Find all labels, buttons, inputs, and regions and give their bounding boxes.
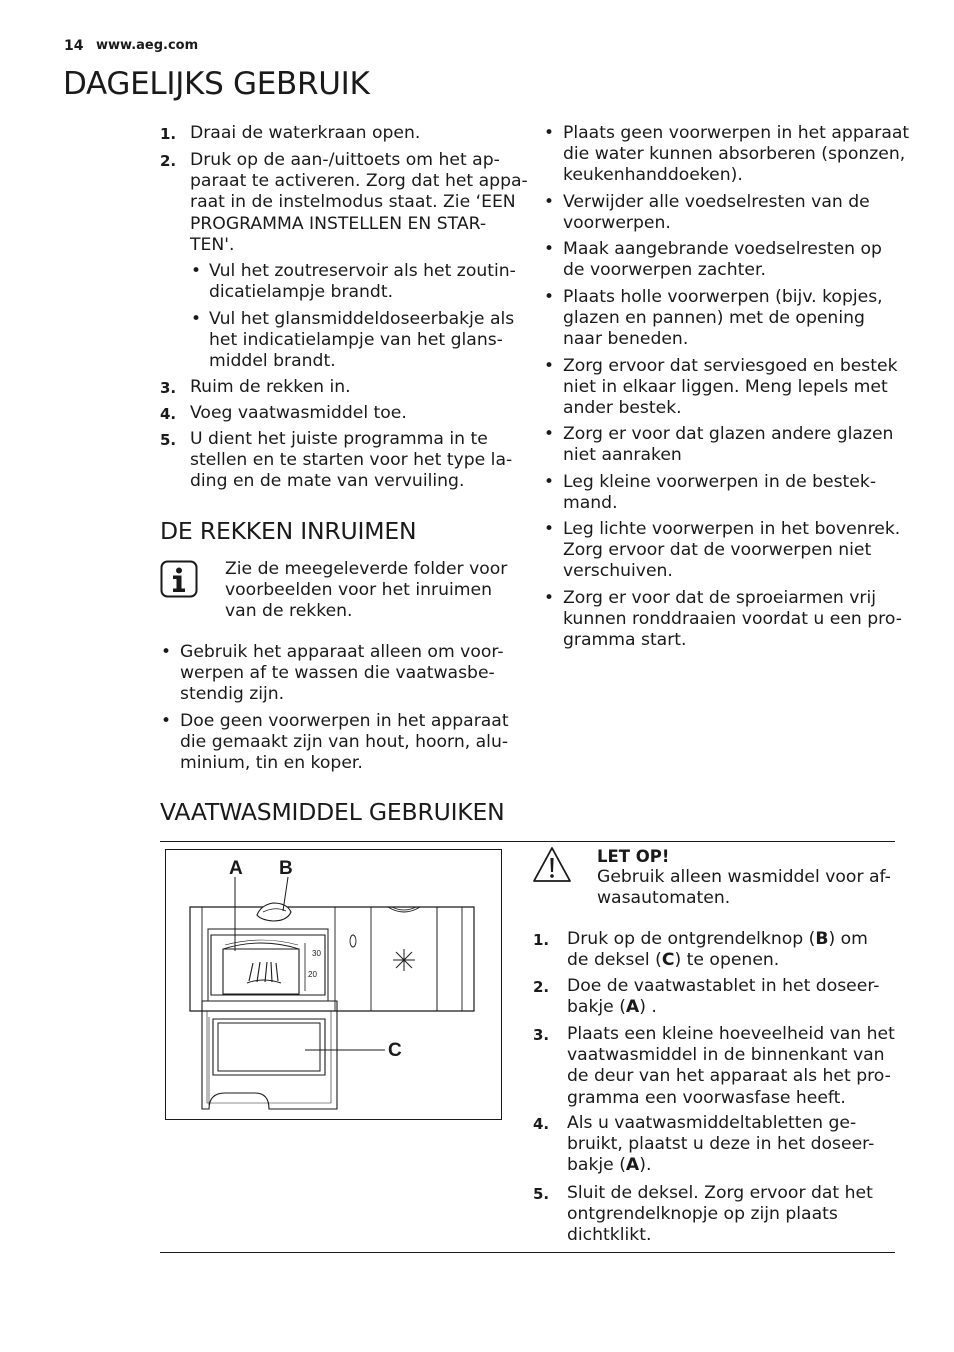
step-text-line: Voeg vaatwasmiddel toe. (190, 403, 407, 423)
bullet-dot: • (191, 261, 202, 281)
bullet-text-line: Zorg ervoor dat de voorwerpen niet (563, 540, 872, 561)
bullet-text-line: verschuiven. (563, 561, 673, 582)
text-segment: Doe de vaatwastablet in het doseer- (567, 976, 880, 996)
bullet-text-line: voorwerpen. (563, 213, 671, 234)
text-segment: Plaats een kleine hoeveelheid van het (567, 1024, 895, 1044)
text-segment: Sluit de deksel. Zorg ervoor dat het (567, 1183, 873, 1203)
text-segment: ) om (828, 929, 868, 949)
bullet-text-line: gramma start. (563, 630, 687, 651)
bullet-text-line: Zorg ervoor dat serviesgoed en bestek (563, 356, 898, 376)
step-text-line: paraat te activeren. Zorg dat het appa- (190, 171, 528, 192)
step-text-line (567, 1183, 873, 1204)
text-segment: bakje ( (567, 997, 626, 1018)
step-number: 3. (160, 379, 177, 397)
bullet-text-line: glazen en pannen) met de opening (563, 308, 865, 329)
section-bottom-rule (160, 1252, 895, 1253)
step-text-line: stellen en te starten voor het type la- (190, 450, 513, 471)
bullet-text-line: Plaats holle voorwerpen (bijv. kopjes, (563, 287, 883, 307)
bold-letter: A (625, 997, 640, 1018)
step-number: 4. (533, 1115, 550, 1133)
info-icon (160, 560, 198, 598)
bold-letter: B (815, 929, 829, 949)
info-text-line: Zie de meegeleverde folder voor (225, 559, 508, 579)
step-text-line (567, 1113, 856, 1134)
bullet-dot: • (544, 123, 555, 143)
step-text-line (567, 1024, 895, 1045)
text-segment: vaatwasmiddel in de binnenkant van (567, 1045, 885, 1066)
label-c: C (388, 1040, 402, 1061)
info-text-line: van de rekken. (225, 601, 353, 622)
bullet-text-line: Zorg er voor dat de sproeiarmen vrij (563, 588, 877, 608)
step-number: 1. (160, 125, 177, 143)
bullet-text-line: Gebruik het apparaat alleen om voor- (180, 642, 504, 662)
step-text-line: Ruim de rekken in. (190, 377, 351, 397)
step-text-line: TEN'. (190, 234, 235, 255)
label-a: A (229, 858, 243, 879)
bullet-text-line: Leg kleine voorwerpen in de bestek- (563, 472, 877, 492)
step-text-line: Druk op de aan-/uittoets om het ap- (190, 150, 500, 170)
warning-text-line: Gebruik alleen wasmiddel voor af- (597, 867, 891, 887)
bullet-dot: • (191, 309, 202, 329)
bullet-dot: • (544, 356, 555, 376)
bullet-text-line: naar beneden. (563, 329, 689, 350)
bullet-dot: • (544, 424, 555, 444)
text-segment: bruikt, plaatst u deze in het doseer- (567, 1134, 875, 1155)
text-segment: gramma een voorwasfase heeft. (567, 1087, 846, 1108)
step-text-line (567, 1204, 838, 1225)
scale-30-label: 30 (312, 949, 321, 958)
text-segment: ontgrendelknopje op zijn plaats (567, 1204, 838, 1225)
step-text-line (567, 1225, 651, 1246)
step-text-line: Draai de waterkraan open. (190, 123, 421, 143)
step-number: 3. (533, 1026, 550, 1044)
step-text-line: raat in de instelmodus staat. Zie ‘EEN (190, 192, 516, 213)
step-text-line: PROGRAMMA INSTELLEN EN STAR- (190, 213, 487, 234)
bullet-text-line: de voorwerpen zachter. (563, 260, 766, 281)
step-text-line (567, 1134, 874, 1155)
bullet-text-line: niet in elkaar liggen. Meng lepels met (563, 377, 888, 398)
text-segment: de deksel ( (567, 950, 662, 971)
bold-letter: A (625, 1155, 640, 1176)
step-text-line (567, 1088, 846, 1109)
bullet-text-line: niet aanraken (563, 445, 682, 466)
bullet-text-line: die water kunnen absorberen (sponzen, (563, 144, 906, 165)
bullet-dot: • (544, 588, 555, 608)
warning-title: LET OP! (597, 847, 670, 866)
sub-bullet-line: Vul het glansmiddeldoseerbakje als (209, 309, 515, 329)
bullet-text-line: Zorg er voor dat glazen andere glazen (563, 424, 894, 444)
bullet-text-line: stendig zijn. (180, 684, 285, 705)
warning-icon (532, 846, 572, 884)
scale-20-label: 20 (308, 970, 317, 979)
sub-bullet-line: dicatielampje brandt. (209, 282, 394, 303)
bullet-dot: • (544, 239, 555, 259)
page-title: DAGELIJKS GEBRUIK (63, 66, 370, 102)
text-segment: dichtklikt. (567, 1225, 652, 1246)
sub-bullet-line: het indicatielampje van het glans- (209, 330, 503, 351)
bullet-dot: • (544, 192, 555, 212)
step-number: 1. (533, 931, 550, 949)
bullet-text-line: minium, tin en koper. (180, 753, 363, 774)
bullet-text-line: werpen af te wassen die vaatwasbe- (180, 663, 495, 684)
bullet-text-line: ander bestek. (563, 398, 682, 419)
step-text-line (567, 997, 657, 1018)
bullet-text-line: Plaats geen voorwerpen in het apparaat (563, 123, 910, 143)
text-segment: bakje ( (567, 1155, 626, 1176)
page-number: 14 (64, 38, 84, 54)
section-heading-vaatwasmiddel: VAATWASMIDDEL GEBRUIKEN (160, 798, 505, 826)
label-b: B (279, 858, 293, 879)
rinse-aid-star-icon (393, 949, 415, 971)
step-text-line (567, 1155, 651, 1176)
bullet-text-line: mand. (563, 493, 618, 514)
step-text-line: ding en de mate van vervuiling. (190, 471, 465, 492)
sub-bullet-line: middel brandt. (209, 351, 336, 372)
step-text-line (567, 976, 880, 997)
text-segment: Druk op de ontgrendelknop ( (567, 929, 816, 949)
sub-bullet-line: Vul het zoutreservoir als het zoutin- (209, 261, 516, 281)
text-segment: ). (639, 1155, 652, 1176)
text-segment: Als u vaatwasmiddeltabletten ge- (567, 1113, 857, 1133)
bullet-text-line: Leg lichte voorwerpen in het bovenrek. (563, 519, 901, 539)
bullet-dot: • (544, 519, 555, 539)
bullet-dot: • (161, 711, 172, 731)
step-number: 5. (160, 431, 177, 449)
step-text-line (567, 1066, 891, 1087)
text-segment: ) . (639, 997, 657, 1018)
step-number: 5. (533, 1185, 550, 1203)
text-segment: de deur van het apparaat als het pro- (567, 1066, 891, 1087)
section-top-rule (160, 841, 895, 842)
detergent-dispenser-figure (165, 849, 502, 1120)
step-text-line (567, 929, 868, 950)
bold-letter: C (661, 950, 675, 971)
bullet-dot: • (544, 472, 555, 492)
bullet-dot: • (544, 287, 555, 307)
bullet-text-line: keukenhanddoeken). (563, 165, 743, 186)
warning-text-line: wasautomaten. (597, 888, 731, 909)
step-text-line (567, 1045, 885, 1066)
bullet-text-line: die gemaakt zijn van hout, hoorn, alu- (180, 732, 509, 753)
step-text-line (567, 950, 779, 971)
bullet-dot: • (161, 642, 172, 662)
step-number: 4. (160, 405, 177, 423)
bullet-text-line: Doe geen voorwerpen in het apparaat (180, 711, 509, 731)
website-url: www.aeg.com (96, 38, 199, 53)
step-number: 2. (533, 978, 550, 996)
bullet-text-line: kunnen ronddraaien voordat u een pro- (563, 609, 902, 630)
bullet-text-line: Maak aangebrande voedselresten op (563, 239, 882, 259)
bullet-text-line: Verwijder alle voedselresten van de (563, 192, 870, 212)
step-number: 2. (160, 152, 177, 170)
step-text-line: U dient het juiste programma in te (190, 429, 488, 449)
info-text-line: voorbeelden voor het inruimen (225, 580, 492, 601)
section-heading-rekken: DE REKKEN INRUIMEN (160, 517, 417, 545)
text-segment: ) te openen. (674, 950, 780, 971)
